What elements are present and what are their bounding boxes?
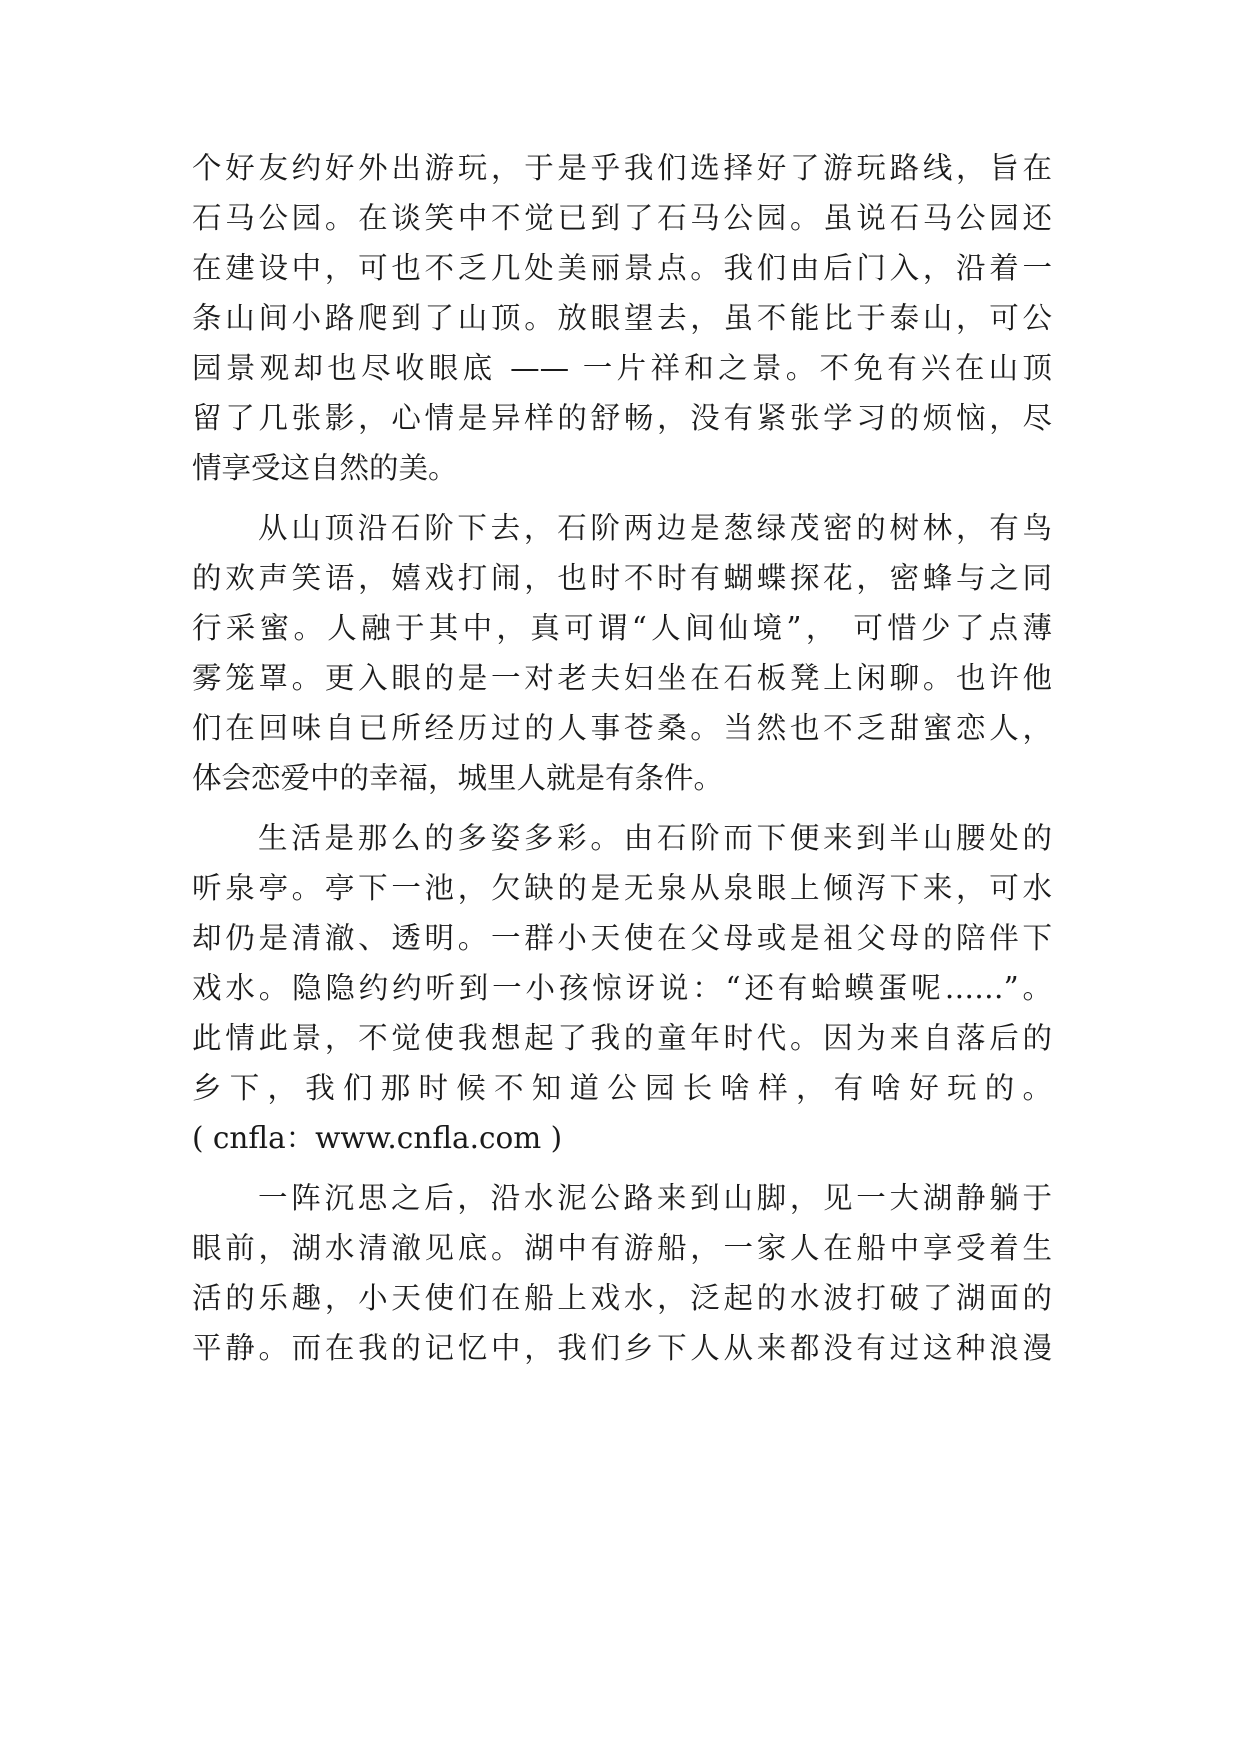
text-line: 平静。而在我的记忆中，我们乡下人从来都没有过这种浪漫 [192, 1331, 1052, 1365]
text-line: 情享受这自然的美。 [192, 451, 458, 485]
text-line: 雾笼罩。更入眼的是一对老夫妇坐在石板凳上闲聊。也许他 [192, 661, 1052, 695]
text-line: 留了几张影，心情是异样的舒畅，没有紧张学习的烦恼，尽 [192, 401, 1052, 435]
text-line: 们在回味自已所经历过的人事苍桑。当然也不乏甜蜜恋人， [192, 711, 1052, 745]
text-line: 条山间小路爬到了山顶。放眼望去，虽不能比于泰山，可公 [192, 301, 1052, 335]
text-line: 生活是那么的多姿多彩。由石阶而下便来到半山腰处的 [258, 821, 1052, 855]
text-line: 在建设中，可也不乏几处美丽景点。我们由后门入，沿着一 [192, 251, 1052, 285]
text-line: 石马公园。在谈笑中不觉已到了石马公园。虽说石马公园还 [192, 201, 1052, 235]
text-line: 园景观却也尽收眼底 —— 一片祥和之景。不免有兴在山顶 [192, 351, 1052, 385]
text-line: 戏水。隐隐约约听到一小孩惊讶说：“还有蛤蟆蛋呢……”。 [192, 971, 1052, 1005]
text-line: 行采蜜。人融于其中，真可谓“人间仙境”， 可惜少了点薄 [192, 611, 1052, 645]
text-line: 却仍是清澈、透明。一群小天使在父母或是祖父母的陪伴下 [192, 921, 1052, 955]
text-line: 一阵沉思之后，沿水泥公路来到山脚，见一大湖静躺于 [258, 1181, 1052, 1215]
text-line: 的欢声笑语，嬉戏打闹，也时不时有蝴蝶探花，密蜂与之同 [192, 561, 1052, 595]
text-line: 从山顶沿石阶下去，石阶两边是葱绿茂密的树林，有鸟 [258, 511, 1052, 545]
text-line: 个好友约好外出游玩，于是乎我们选择好了游玩路线，旨在 [192, 151, 1052, 185]
text-line: 听泉亭。亭下一池，欠缺的是无泉从泉眼上倾泻下来，可水 [192, 871, 1052, 905]
text-line: 体会恋爱中的幸福，城里人就是有条件。 [192, 761, 724, 795]
text-line: 乡下，我们那时候不知道公园长啥样，有啥好玩的。 [192, 1071, 1052, 1105]
text-line: 此情此景，不觉使我想起了我的童年时代。因为来自落后的 [192, 1021, 1052, 1055]
text-line: ( cnfla：www.cnfla.com ) [192, 1121, 563, 1155]
text-line: 眼前，湖水清澈见底。湖中有游船，一家人在船中享受着生 [192, 1231, 1052, 1265]
text-line: 活的乐趣，小天使们在船上戏水，泛起的水波打破了湖面的 [192, 1281, 1052, 1315]
